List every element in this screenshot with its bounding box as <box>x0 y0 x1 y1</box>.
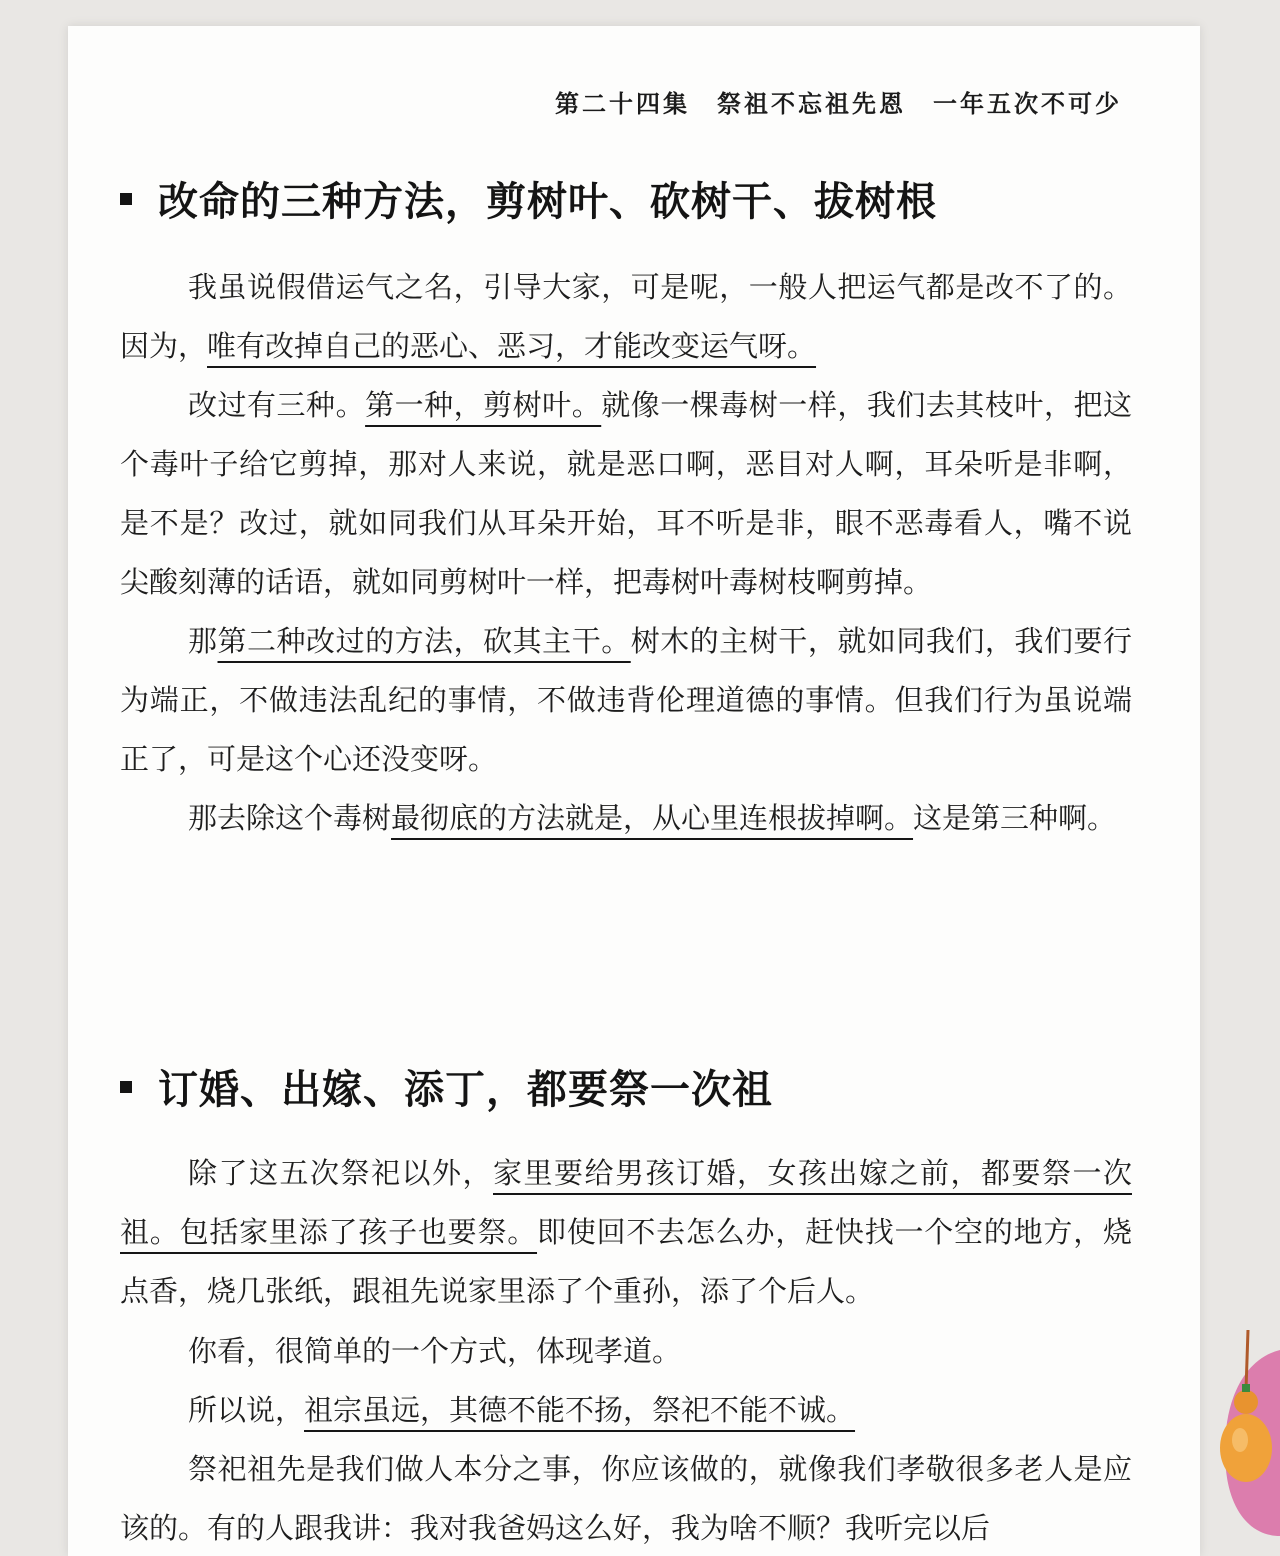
highlighted-text: 祖宗虽远，其德不能不扬，祭祀不能不诚。 <box>304 1393 856 1427</box>
paragraph: 改过有三种。第一种，剪树叶。就像一棵毒树一样，我们去其枝叶，把这个毒叶子给它剪掉，那对人来说，就是恶口啊，恶目对人啊，耳朵听是非啊，是不是？改过，就如同我们从耳朵开始，耳不听是非，眼不恶毒看人，嘴不说尖酸刻薄的话语，就如同剪树叶一样，把毒树叶毒树枝啊剪掉。 <box>120 388 1132 599</box>
section-heading-1 <box>120 170 937 227</box>
square-bullet-icon <box>120 193 132 205</box>
gourd-ornament-icon <box>1200 1330 1280 1536</box>
square-bullet-icon <box>120 1081 132 1093</box>
paragraph: 那去除这个毒树最彻底的方法就是，从心里连根拔掉啊。这是第三种啊。 <box>188 801 1117 835</box>
highlighted-text: 第二种改过的方法，砍其主干。 <box>217 624 631 658</box>
book-page <box>68 26 1200 1556</box>
paragraph: 你看，很简单的一个方式，体现孝道。 <box>188 1334 682 1368</box>
paragraph: 除了这五次祭祀以外，家里要给男孩订婚，女孩出嫁之前，都要祭一次祖。包括家里添了孩子也要祭。即使回不去怎么办，赶快找一个空的地方，烧点香，烧几张纸，跟祖先说家里添了个重孙，添了个后人。 <box>120 1156 1132 1308</box>
section-heading-2 <box>120 1058 773 1115</box>
highlighted-text: 家里要给男孩订婚，女孩出嫁之前，都要祭一次祖。包括家里添了孩子也要祭。 <box>120 1156 1132 1249</box>
highlighted-text: 最彻底的方法就是，从心里连根拔掉啊。 <box>391 801 914 835</box>
paragraph: 所以说，祖宗虽远，其德不能不扬，祭祀不能不诚。 <box>188 1393 856 1427</box>
paragraph: 祭祀祖先是我们做人本分之事，你应该做的，就像我们孝敬很多老人是应该的。有的人跟我讲：我对我爸妈这么好，我为啥不顺？我听完以后 <box>120 1452 1132 1545</box>
paragraph: 我虽说假借运气之名，引导大家，可是呢，一般人把运气都是改不了的。因为，唯有改掉自己的恶心、恶习，才能改变运气呀。 <box>120 270 1132 363</box>
highlighted-text: 第一种，剪树叶。 <box>365 388 602 422</box>
highlighted-text: 唯有改掉自己的恶心、恶习，才能改变运气呀。 <box>207 329 817 363</box>
section-heading-2-text: 订婚、出嫁、添丁，都要祭一次祖 <box>158 1067 773 1113</box>
paragraph: 那第二种改过的方法，砍其主干。树木的主树干，就如同我们，我们要行为端正，不做违法乱纪的事情，不做违背伦理道德的事情。但我们行为虽说端正了，可是这个心还没变呀。 <box>120 624 1132 776</box>
section-heading-1-text: 改命的三种方法，剪树叶、砍树干、拔树根 <box>158 179 937 225</box>
running-header: 第二十四集 祭祖不忘祖先恩 一年五次不可少 <box>555 89 1122 118</box>
